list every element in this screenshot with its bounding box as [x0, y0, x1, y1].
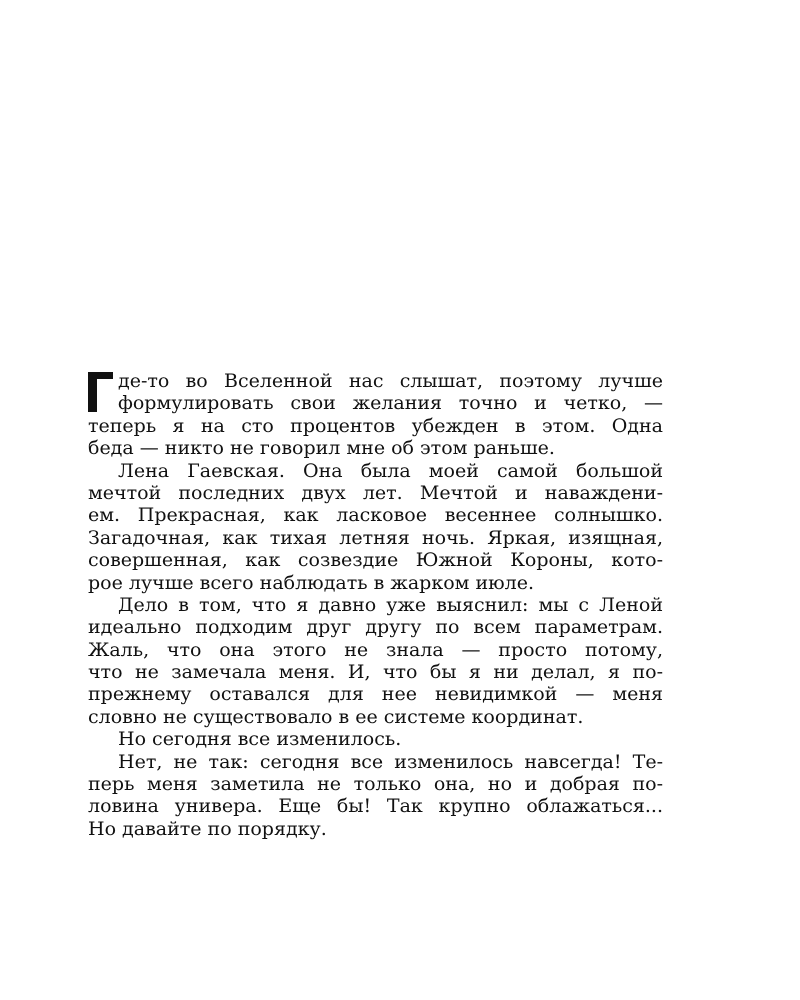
text-line: словно не существовало в ее системе координат.	[88, 705, 584, 728]
text-line: рое лучше всего наблюдать в жарком июле.	[88, 571, 535, 594]
text-line: Дело в том, что я давно уже выяснил: мы с Леной	[118, 593, 663, 616]
text-line: Но сегодня все изменилось.	[118, 728, 402, 751]
text-line: Лена Гаевская. Она была моей самой большой	[118, 459, 663, 482]
text-line: что не замечала меня. И, что бы я ни делал, я по-	[88, 661, 663, 684]
text-line: ловина универа. Еще бы! Так крупно облажаться...	[88, 795, 663, 818]
text-line: Нет, не так: сегодня все изменилось навсегда! Те-	[118, 750, 663, 773]
text-line: перь меня заметила не только она, но и добрая по-	[88, 773, 663, 796]
text-line: прежнему оставался для нее невидимкой — меня	[88, 683, 663, 706]
text-line: формулировать свои желания точно и четко, —	[118, 392, 663, 415]
text-line: Загадочная, как тихая летняя ночь. Яркая, изящная,	[88, 526, 663, 549]
text-line: ем. Прекрасная, как ласковое весеннее солнышко.	[88, 504, 663, 527]
text-line: Жаль, что она этого не знала — просто потому,	[88, 638, 663, 661]
text-line: де-то во Вселенной нас слышат, поэтому лучше	[118, 370, 663, 392]
text-line: теперь я на сто процентов убежден в этом. Одна	[88, 414, 663, 437]
text-line: совершенная, как созвездие Южной Короны, кото-	[88, 549, 663, 572]
text-line: мечтой последних двух лет. Мечтой и наваждени-	[88, 481, 663, 504]
text-line: беда — никто не говорил мне об этом раньше.	[88, 437, 555, 460]
text-line: идеально подходим друг другу по всем параметрам.	[88, 616, 663, 639]
text-line: Но давайте по порядку.	[88, 817, 327, 840]
body-text	[88, 370, 663, 840]
